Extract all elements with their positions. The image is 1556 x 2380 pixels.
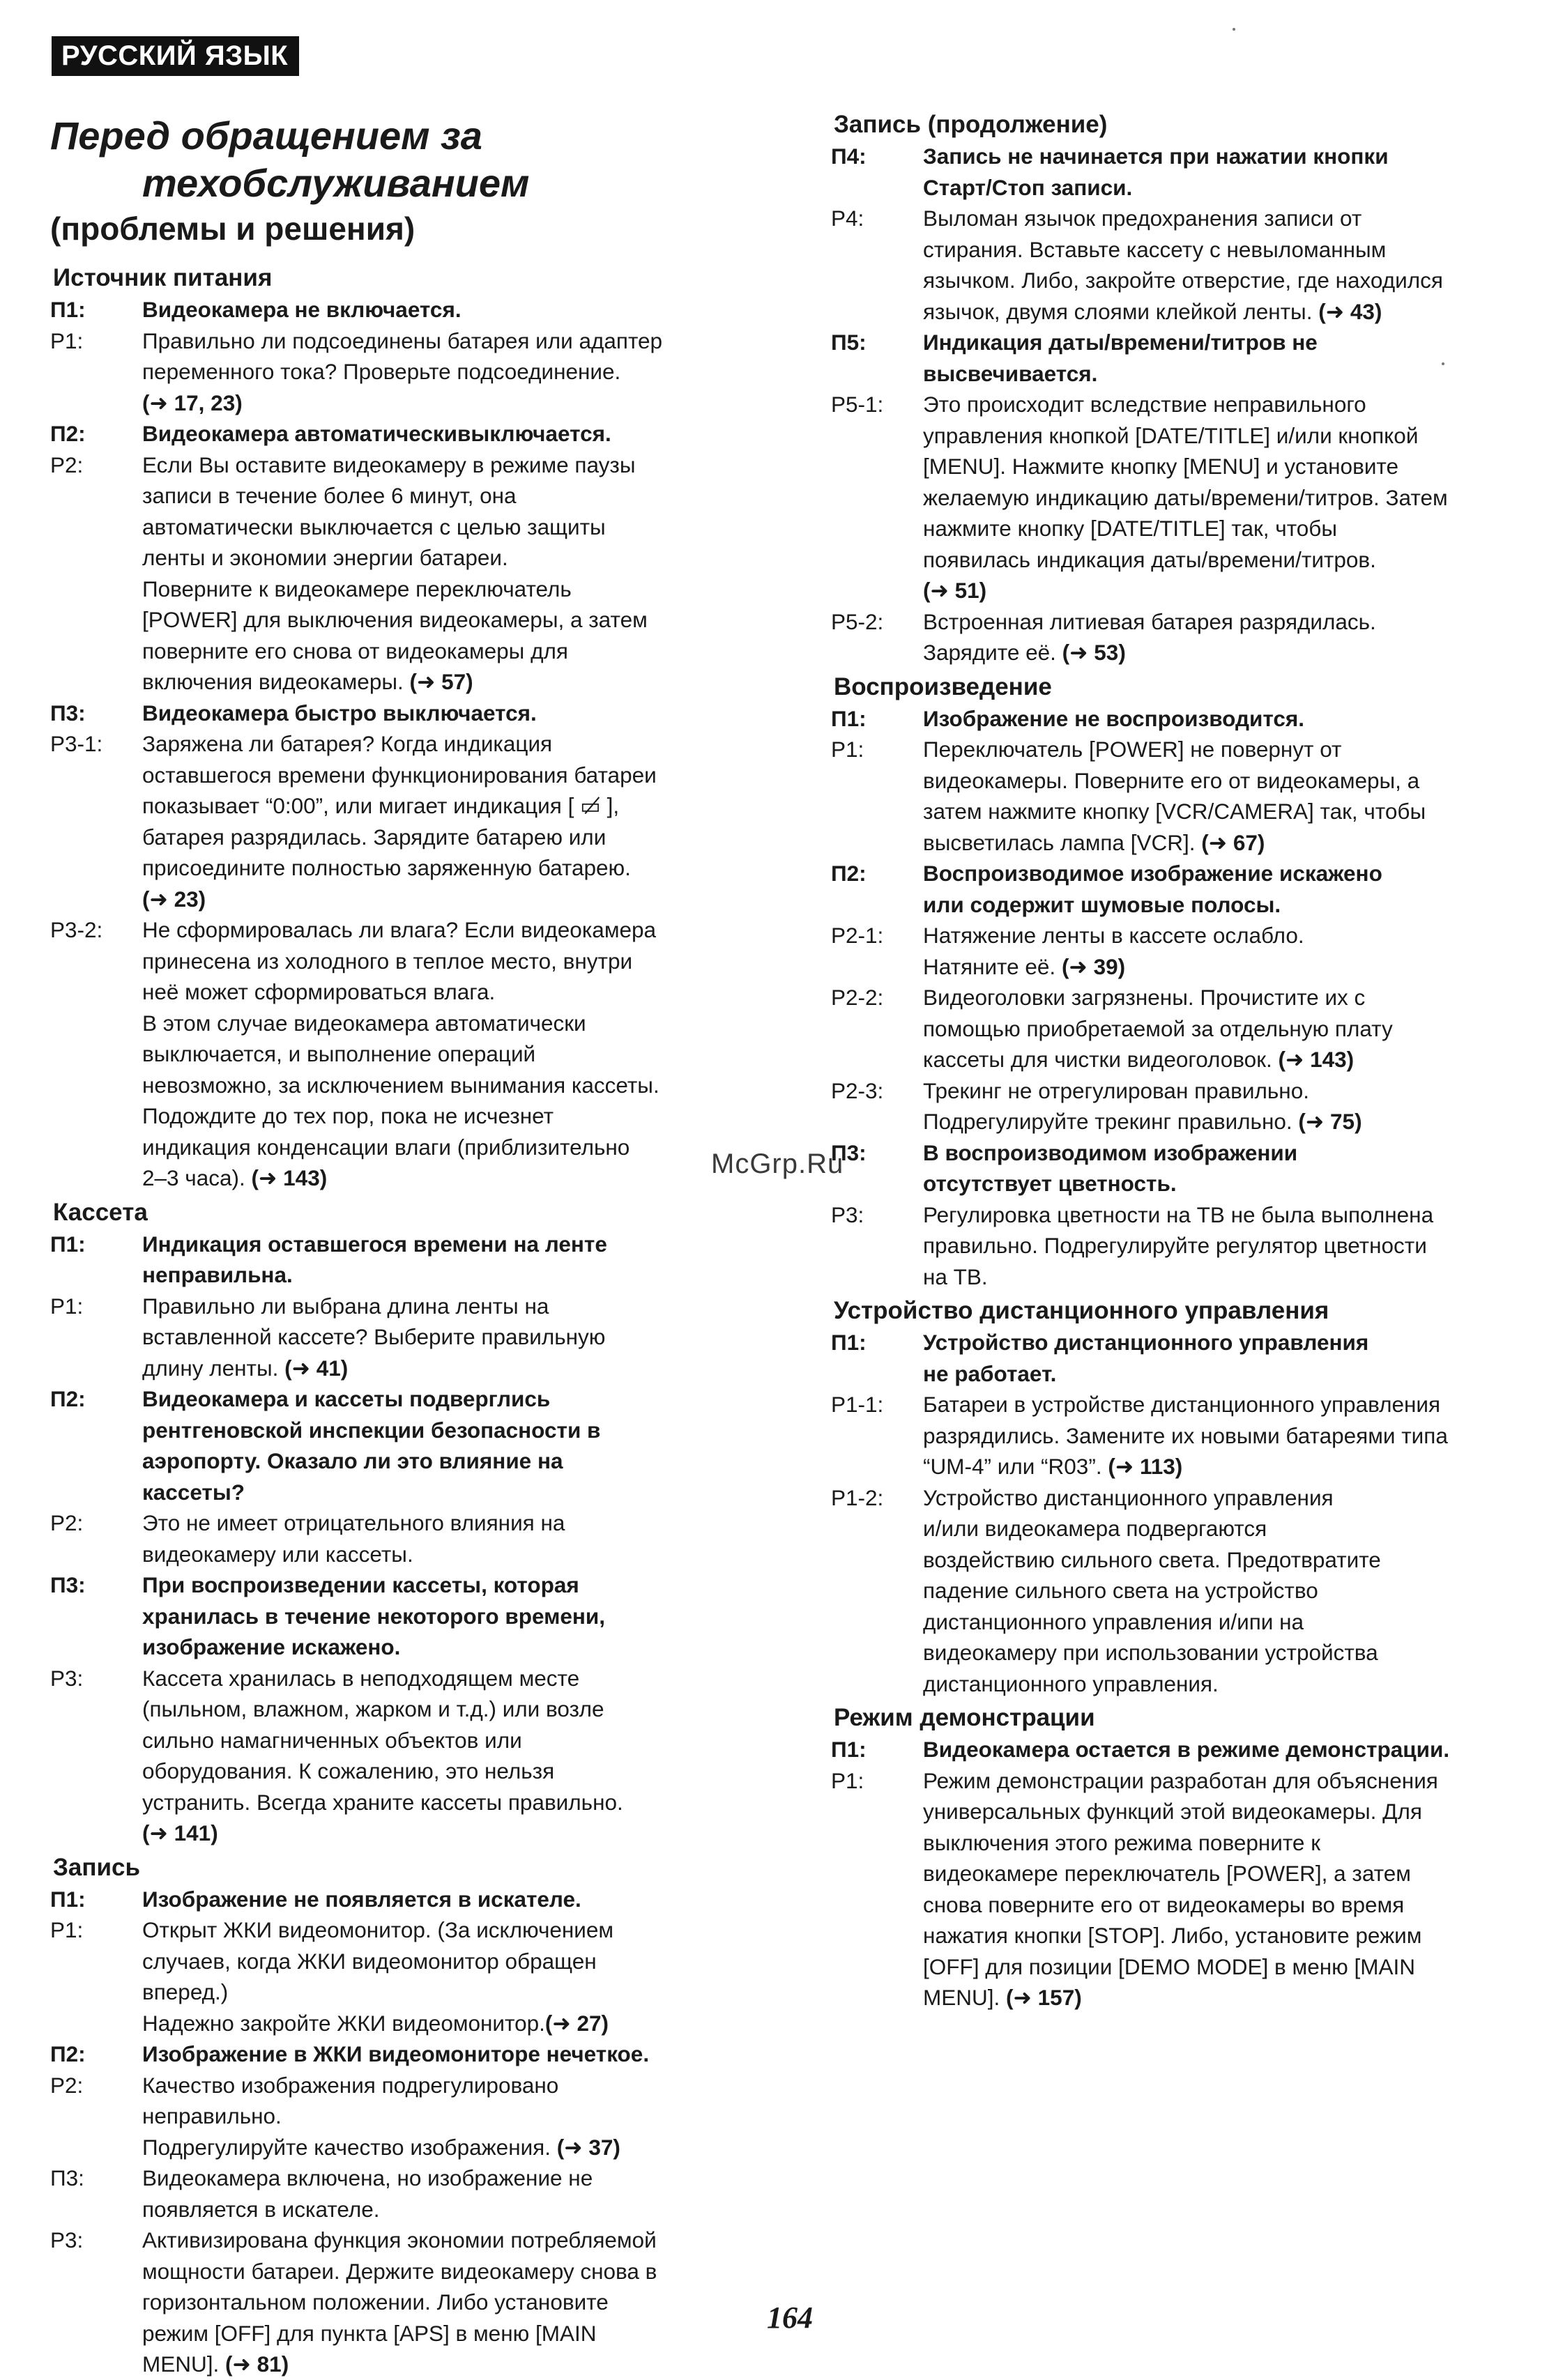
entry-label: Р3: (50, 2227, 84, 2252)
text-line: автоматически выключается с целью защиты (142, 514, 606, 539)
text-line: индикация конденсации влаги (приблизительно (142, 1134, 630, 1160)
entry-label: П1: (831, 1330, 867, 1355)
problem-entry (50, 294, 754, 325)
entry-text (142, 1914, 754, 2039)
entry-label: Р1-2: (831, 1484, 884, 1510)
text-line: MENU]. (➜ 157) (923, 1985, 1082, 2010)
text-line: Видеокамера автоматическивыключается. (142, 421, 611, 446)
section (831, 109, 1521, 668)
problem-entry (50, 698, 754, 729)
entry-text (142, 325, 754, 419)
text-line: невозможно, за исключением вынимания кассеты. (142, 1072, 659, 1098)
problem-entry (831, 327, 1521, 389)
entry-label: П3: (831, 1139, 867, 1165)
text-line: Качество изображения подрегулировано (142, 2072, 559, 2098)
text-line: присоедините полностью заряженную батарею. (142, 855, 631, 880)
text-line: оставшегося времени функционирования батареи (142, 762, 657, 788)
problem-entry (50, 2039, 754, 2070)
text-line: Изображение не появляется в искателе. (142, 1886, 581, 1912)
text-line: включения видеокамеры. (➜ 57) (142, 669, 473, 694)
entry-text (142, 1507, 754, 1569)
text-line: выключается, и выполнение операций (142, 1041, 536, 1066)
page-reference: (➜ 57) (409, 669, 473, 694)
entry-label: Р2: (50, 452, 84, 477)
entry-text (142, 1569, 754, 1663)
solution-entry (50, 1663, 754, 1849)
entry-label: П2: (50, 1386, 86, 1411)
title-line-2: техобслуживанием (142, 161, 530, 205)
text-line: падение сильного света на устройство (923, 1578, 1318, 1603)
solution-entry (831, 1075, 1521, 1137)
text-line: [MENU]. Нажмите кнопку [MENU] и установите (923, 454, 1399, 479)
left-column (50, 259, 754, 2380)
text-line: Не сформировалась ли влага? Если видеокамера (142, 917, 657, 942)
text-line: высвечивается. (923, 360, 1098, 386)
text-line: неправильно. (142, 2103, 282, 2128)
section (831, 1295, 1521, 1699)
text-line: поверните его снова от видеокамеры для (142, 638, 568, 663)
entry-text (142, 418, 754, 450)
text-line: кассеты? (142, 1479, 245, 1505)
text-line: [POWER] для выключения видеокамеры, а затем (142, 607, 648, 632)
solution-entry (831, 389, 1521, 606)
text-line: дистанционного управления и/ипи на (923, 1609, 1304, 1634)
entry-text (923, 389, 1521, 606)
text-line: выключения этого режима поверните к (923, 1829, 1320, 1855)
text-line: случаев, когда ЖКИ видеомонитор обращен (142, 1948, 597, 1974)
text-line: Это происходит вследствие неправильного (923, 392, 1366, 417)
solution-entry (831, 1199, 1521, 1293)
entry-label: Р2: (50, 2072, 84, 2098)
entry-text (923, 1765, 1521, 2013)
text-line: видеокамере переключатель [POWER], а затем (923, 1861, 1411, 1886)
text-line: видеокамеру или кассеты. (142, 1541, 413, 1567)
entry-text (923, 1137, 1521, 1199)
text-line: оборудования. К сожалению, это нельзя (142, 1758, 555, 1783)
section-title: Источник питания (53, 264, 273, 291)
text-line: Запись не начинается при нажатии кнопки (923, 144, 1389, 169)
text-line: Старт/Стоп записи. (923, 174, 1133, 200)
page-reference: (➜ 141) (142, 1820, 218, 1845)
problem-entry (831, 1327, 1521, 1389)
text-line: принесена из холодного в теплое место, внутри (142, 948, 633, 974)
page-reference: (➜ 81) (225, 2351, 289, 2377)
entry-label: Р1: (50, 1293, 84, 1319)
entry-text (923, 141, 1521, 203)
solution-entry (50, 2163, 754, 2225)
entry-label: Р1-1: (831, 1392, 884, 1417)
text-line: горизонтальном положении. Либо установите (142, 2289, 609, 2314)
entry-label: П5: (831, 330, 867, 355)
entry-text (923, 1199, 1521, 1293)
problem-entry (831, 1137, 1521, 1199)
text-line: Заряжена ли батарея? Когда индикация (142, 731, 553, 756)
text-line: нажатия кнопки [STOP]. Либо, установите режим (923, 1923, 1422, 1948)
section (50, 1852, 754, 2380)
text-line: режим [OFF] для пункта [APS] в меню [MAIN (142, 2320, 597, 2346)
page-reference: (➜ 23) (142, 886, 206, 912)
solution-entry (50, 1914, 754, 2039)
section-title: Устройство дистанционного управления (834, 1297, 1329, 1324)
section-title: Воспроизведение (834, 673, 1052, 700)
entry-text (142, 450, 754, 698)
text-line: изображение искажено. (142, 1634, 401, 1659)
text-line: [OFF] для позиции [DEMO MODE] в меню [MAIN (923, 1953, 1415, 1979)
text-line: неправильна. (142, 1262, 293, 1287)
entry-label: П4: (831, 144, 867, 169)
section-title: Режим демонстрации (834, 1704, 1095, 1731)
text-line: на ТВ. (923, 1264, 988, 1289)
scan-speck (1442, 362, 1444, 365)
text-line: отсутствует цветность. (923, 1171, 1177, 1196)
title-line-1: Перед обращением за (50, 114, 482, 158)
entry-label: Р1: (50, 328, 84, 353)
entry-label: П3: (50, 2165, 84, 2190)
text-line: MENU]. (➜ 81) (142, 2351, 289, 2377)
entry-text (142, 1884, 754, 1915)
text-line: стирания. Вставьте кассету с невыломанным (923, 236, 1387, 262)
text-line: Натяжение ленты в кассете ослабло. (923, 923, 1304, 948)
page-reference: (➜ 39) (1061, 953, 1126, 979)
text-line: дистанционного управления. (923, 1671, 1219, 1696)
text-line (923, 575, 1521, 606)
page-reference: (➜ 27) (544, 2010, 609, 2036)
entry-label: Р1: (50, 1917, 84, 1942)
solution-entry (50, 914, 754, 1194)
entry-text (142, 728, 754, 914)
entry-label: Р2-2: (831, 985, 884, 1010)
text-line: нажмите кнопку [DATE/TITLE] так, чтобы (923, 516, 1337, 541)
entry-text (142, 698, 754, 729)
entry-text (142, 1291, 754, 1384)
text-line: помощью приобретаемой за отдельную плату (923, 1015, 1393, 1041)
entry-label: П3: (50, 1572, 86, 1597)
text-line: Открыт ЖКИ видеомонитор. (За исключением (142, 1917, 614, 1942)
page-reference: (➜ 113) (1108, 1454, 1183, 1479)
text-line: видеокамеры. Поверните его от видеокамеры, а (923, 767, 1420, 793)
solution-entry (831, 920, 1521, 982)
page-reference: (➜ 143) (1278, 1047, 1355, 1072)
problem-entry (50, 1229, 754, 1291)
title-subtitle: (проблемы и решения) (50, 210, 415, 247)
text-line: Индикация оставшегося времени на ленте (142, 1231, 607, 1257)
solution-entry (831, 1389, 1521, 1482)
text-line: разрядились. Замените их новыми батареями типа (923, 1422, 1448, 1448)
section (831, 1702, 1521, 2013)
text-line: Это не имеет отрицательного влияния на (142, 1510, 565, 1535)
text-line: 2–3 часа). (➜ 143) (142, 1165, 328, 1190)
section (50, 262, 754, 1194)
entry-label: Р2-1: (831, 923, 884, 948)
text-line: управления кнопкой [DATE/TITLE] и/или кнопкой (923, 422, 1419, 448)
text-line: Видеоголовки загрязнены. Прочистите их с (923, 985, 1366, 1010)
entry-text (142, 2070, 754, 2163)
text-line: появилась индикация даты/времени/титров. (923, 546, 1376, 572)
entry-text (142, 914, 754, 1194)
solution-entry (831, 203, 1521, 327)
problem-entry (50, 418, 754, 450)
text-line: При воспроизведении кассеты, которая (142, 1572, 579, 1597)
page-reference: (➜ 41) (284, 1355, 349, 1381)
solution-entry (831, 1482, 1521, 1700)
entry-label: Р2: (50, 1510, 84, 1535)
solution-entry (50, 2070, 754, 2163)
entry-label: Р3: (50, 1665, 84, 1691)
entry-text (142, 1383, 754, 1507)
page-reference: (➜ 51) (923, 578, 987, 603)
text-line: Видеокамера не включается. (142, 297, 462, 322)
text-line: вставленной кассете? Выберите правильную (142, 1324, 606, 1349)
text-line: воздействию сильного света. Предотвратите (923, 1546, 1381, 1572)
problem-entry (50, 1884, 754, 1915)
text-line: Видеокамера включена, но изображение не (142, 2165, 593, 2190)
text-line: Правильно ли подсоединены батарея или адаптер (142, 328, 663, 353)
text-line: Подождите до тех пор, пока не исчезнет (142, 1103, 554, 1128)
entry-text (142, 294, 754, 325)
entry-label: П2: (50, 421, 86, 446)
text-line: аэропорту. Оказало ли это влияние на (142, 1448, 563, 1473)
text-line: рентгеновской инспекции безопасности в (142, 1417, 601, 1443)
text-line: Правильно ли выбрана длина ленты на (142, 1293, 549, 1319)
text-line: неё может сформироваться влага. (142, 979, 496, 1004)
entry-text (923, 1389, 1521, 1482)
text-line: язычком. Либо, закройте отверстие, где находился (923, 268, 1443, 293)
text-line: снова поверните его от видеокамеры во время (923, 1891, 1405, 1917)
problem-entry (831, 858, 1521, 920)
section (50, 1197, 754, 1849)
text-line: Если Вы оставите видеокамеру в режиме паузы (142, 452, 636, 477)
text-line: батарея разрядилась. Зарядите батарею или (142, 824, 607, 850)
problem-entry (50, 1383, 754, 1507)
text-line: кассеты для чистки видеоголовок. (➜ 143) (923, 1047, 1355, 1072)
entry-text (923, 327, 1521, 389)
text-line: появляется в искателе. (142, 2196, 380, 2222)
entry-label: Р5-1: (831, 392, 884, 417)
text-line: и/или видеокамера подвергаются (923, 1516, 1267, 1541)
text-line: Встроенная литиевая батарея разрядилась. (923, 608, 1376, 634)
solution-entry (50, 1507, 754, 1569)
entry-label: Р3-1: (50, 731, 103, 756)
text-line: Индикация даты/времени/титров не (923, 330, 1318, 355)
text-line: Видеокамера и кассеты подверглись (142, 1386, 551, 1411)
problem-entry (831, 141, 1521, 203)
text-line: видеокамеру при использовании устройства (923, 1640, 1378, 1665)
solution-entry (831, 1765, 1521, 2013)
entry-label: П1: (50, 1886, 86, 1912)
text-line: Подрегулируйте качество изображения. (➜ 37) (142, 2134, 620, 2160)
scan-speck (1233, 28, 1235, 31)
entry-text (923, 703, 1521, 735)
text-line: Натяните её. (➜ 39) (923, 953, 1126, 979)
text-line: Устройство дистанционного управления (923, 1484, 1334, 1510)
entry-label: Р3-2: (50, 917, 103, 942)
entry-label: П1: (831, 705, 867, 731)
entry-text (923, 920, 1521, 982)
problem-entry (50, 1569, 754, 1663)
text-line (142, 1818, 754, 1849)
solution-entry (831, 606, 1521, 668)
text-line: Устройство дистанционного управления (923, 1330, 1369, 1355)
page-reference: (➜ 67) (1201, 829, 1265, 855)
text-line: сильно намагниченных объектов или (142, 1727, 522, 1753)
text-line: или содержит шумовые полосы. (923, 891, 1281, 917)
text-line: не работает. (923, 1360, 1057, 1386)
text-line: записи в течение более 6 минут, она (142, 483, 517, 508)
language-tag: РУССКИЙ ЯЗЫК (52, 36, 299, 76)
text-line: В этом случае видеокамера автоматически (142, 1010, 586, 1036)
entry-text (142, 2225, 754, 2380)
text-line: Регулировка цветности на ТВ не была выполнена (923, 1201, 1434, 1227)
solution-entry (50, 325, 754, 419)
text-line: мощности батареи. Держите видеокамеру снова в (142, 2258, 657, 2284)
text-line: Переключатель [POWER] не повернут от (923, 737, 1342, 762)
right-column (831, 106, 1521, 2013)
section (831, 671, 1521, 1293)
page-title (50, 112, 782, 251)
entry-label: Р1: (831, 1767, 864, 1793)
text-line: “UM-4” или “R03”. (➜ 113) (923, 1454, 1183, 1479)
page-reference: (➜ 143) (251, 1165, 328, 1190)
text-line: Активизирована функция экономии потребляемой (142, 2227, 657, 2252)
entry-text (923, 1075, 1521, 1137)
problem-entry (831, 1734, 1521, 1765)
entry-text (923, 1482, 1521, 1700)
solution-entry (50, 1291, 754, 1384)
text-line: Изображение в ЖКИ видеомониторе нечеткое. (142, 2041, 650, 2066)
entry-label: П1: (831, 1737, 867, 1762)
text-line: Выломан язычок предохранения записи от (923, 206, 1362, 231)
solution-entry (831, 982, 1521, 1075)
text-line: Режим демонстрации разработан для объяснения (923, 1767, 1438, 1793)
solution-entry (50, 728, 754, 914)
text-line: Изображение не воспроизводится. (923, 705, 1304, 731)
text-line: хранилась в течение некоторого времени, (142, 1603, 606, 1629)
text-line: язычок, двумя слоями клейкой ленты. (➜ 43) (923, 298, 1382, 324)
page-number: 164 (767, 2301, 813, 2335)
entry-text (923, 606, 1521, 668)
problem-entry (831, 703, 1521, 735)
text-line: (пыльном, влажном, жарком и т.д.) или возле (142, 1696, 604, 1721)
solution-entry (50, 2225, 754, 2380)
watermark: McGrp.Ru (711, 1149, 844, 1179)
entry-text (923, 734, 1521, 858)
text-line: Поверните к видеокамере переключатель (142, 576, 572, 601)
section-title: Кассета (53, 1198, 148, 1226)
text-line: переменного тока? Проверьте подсоединение. (142, 359, 621, 384)
entry-text (923, 203, 1521, 327)
text-line: показывает “0:00”, или мигает индикация [ ▭̸ ], (142, 793, 620, 818)
page-reference: (➜ 43) (1318, 298, 1382, 324)
entry-label: П3: (50, 700, 86, 725)
text-line: Трекинг не отрегулирован правильно. (923, 1077, 1309, 1103)
entry-label: Р5-2: (831, 608, 884, 634)
entry-text (923, 982, 1521, 1075)
entry-label: П1: (50, 1231, 86, 1257)
text-line: универсальных функций этой видеокамеры. Для (923, 1799, 1422, 1824)
page-reference: (➜ 53) (1062, 640, 1126, 665)
page-reference: (➜ 17, 23) (142, 390, 243, 415)
text-line: ленты и экономии энергии батареи. (142, 545, 508, 570)
entry-label: П1: (50, 297, 86, 322)
entry-label: Р4: (831, 206, 864, 231)
text-line: Подрегулируйте трекинг правильно. (➜ 75) (923, 1109, 1362, 1134)
text-line: высветилась лампа [VCR]. (➜ 67) (923, 829, 1265, 855)
text-line: длину ленты. (➜ 41) (142, 1355, 349, 1381)
entry-label: Р2-3: (831, 1077, 884, 1103)
section-title: Запись (продолжение) (834, 111, 1108, 138)
solution-entry (831, 734, 1521, 858)
text-line: правильно. Подрегулируйте регулятор цветности (923, 1233, 1427, 1258)
solution-entry (50, 450, 754, 698)
entry-label: П2: (831, 861, 867, 886)
entry-text (142, 2039, 754, 2070)
text-line: вперед.) (142, 1979, 229, 2004)
text-line (142, 884, 754, 915)
text-line: Надежно закройте ЖКИ видеомонитор.(➜ 27) (142, 2010, 609, 2036)
text-line: В воспроизводимом изображении (923, 1139, 1298, 1165)
entry-label: Р1: (831, 737, 864, 762)
entry-text (142, 1663, 754, 1849)
entry-text (142, 2163, 754, 2225)
text-line: Воспроизводимое изображение искажено (923, 861, 1382, 886)
page-reference: (➜ 75) (1298, 1109, 1362, 1134)
text-line: Батареи в устройстве дистанционного управления (923, 1392, 1441, 1417)
text-line: устранить. Всегда храните кассеты правильно. (142, 1789, 623, 1815)
entry-label: Р3: (831, 1201, 864, 1227)
text-line: затем нажмите кнопку [VCR/CAMERA] так, чтобы (923, 799, 1426, 824)
entry-label: П2: (50, 2041, 86, 2066)
page-reference: (➜ 37) (556, 2134, 620, 2160)
text-line: Кассета хранилась в неподходящем месте (142, 1665, 580, 1691)
entry-text (923, 1327, 1521, 1389)
text-line: Видеокамера быстро выключается. (142, 700, 537, 725)
entry-text (923, 858, 1521, 920)
text-line: Зарядите её. (➜ 53) (923, 640, 1126, 665)
section-title: Запись (53, 1853, 141, 1881)
text-line: Видеокамера остается в режиме демонстрации. (923, 1737, 1450, 1762)
entry-text (142, 1229, 754, 1291)
text-line: желаемую индикацию даты/времени/титров. Затем (923, 484, 1448, 510)
text-line (142, 387, 754, 419)
entry-text (923, 1734, 1521, 1765)
page-reference: (➜ 157) (1006, 1985, 1082, 2010)
